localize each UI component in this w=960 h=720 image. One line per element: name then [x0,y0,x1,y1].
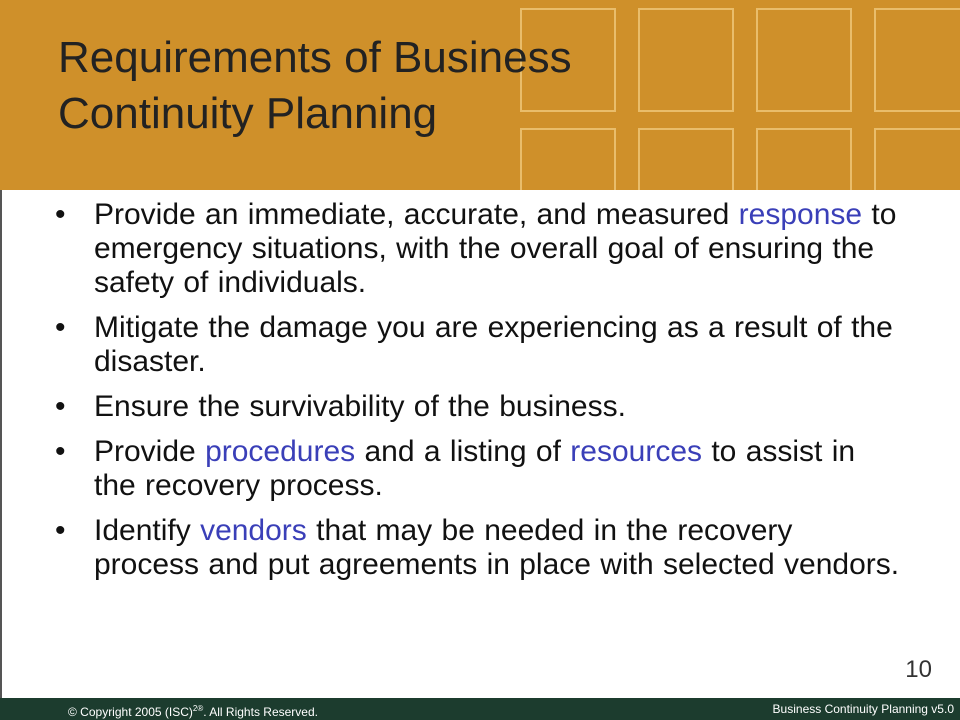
bullet-text: and a listing of [355,435,571,468]
footer-bar [0,698,960,720]
page-number: 10 [905,656,932,683]
bullet-text: Ensure the survivability of the business. [94,390,626,423]
bullet-dot: • [55,198,66,231]
decorative-square [756,128,852,190]
left-divider [0,190,2,698]
bullet-text: Provide [94,435,206,468]
bullet-item [55,514,905,582]
bullet-text: that may be needed in the recovery process and put agreements in place with selected vendors. [94,514,900,581]
copyright-superscript: 2® [192,704,204,713]
bullet-text: Identify [94,514,201,547]
bullet-dot: • [55,390,66,423]
highlighted-term: procedures [205,435,356,468]
bullet-text: Provide an immediate, accurate, and measured [94,198,739,231]
course-title: Business Continuity Planning v5.0 [772,702,954,716]
bullet-list [55,198,905,593]
slide-title: Requirements of Business Continuity Planning [58,33,572,138]
bullet-item [55,435,905,503]
bullet-item [55,390,905,424]
decorative-square [874,8,960,112]
copyright-suffix: . All Rights Reserved. [203,705,318,719]
highlighted-term: resources [570,435,703,468]
bullet-text: Mitigate the damage you are experiencing as a result of the disaster. [94,311,893,378]
bullet-item [55,311,905,379]
decorative-square [756,8,852,112]
copyright-text: © Copyright 2005 (ISC) [68,705,193,719]
bullet-item [55,198,905,300]
highlighted-term: vendors [200,514,307,547]
bullet-dot: • [55,514,66,547]
bullet-dot: • [55,311,66,344]
bullet-text: to emergency situations, with the overall goal of ensuring the safety of individuals. [94,198,897,299]
title-banner [0,0,960,190]
bullet-dot: • [55,435,66,468]
bullet-text: to assist in the recovery process. [94,435,856,502]
highlighted-term: response [738,198,863,231]
copyright-notice [68,704,318,719]
decorative-square [874,128,960,190]
